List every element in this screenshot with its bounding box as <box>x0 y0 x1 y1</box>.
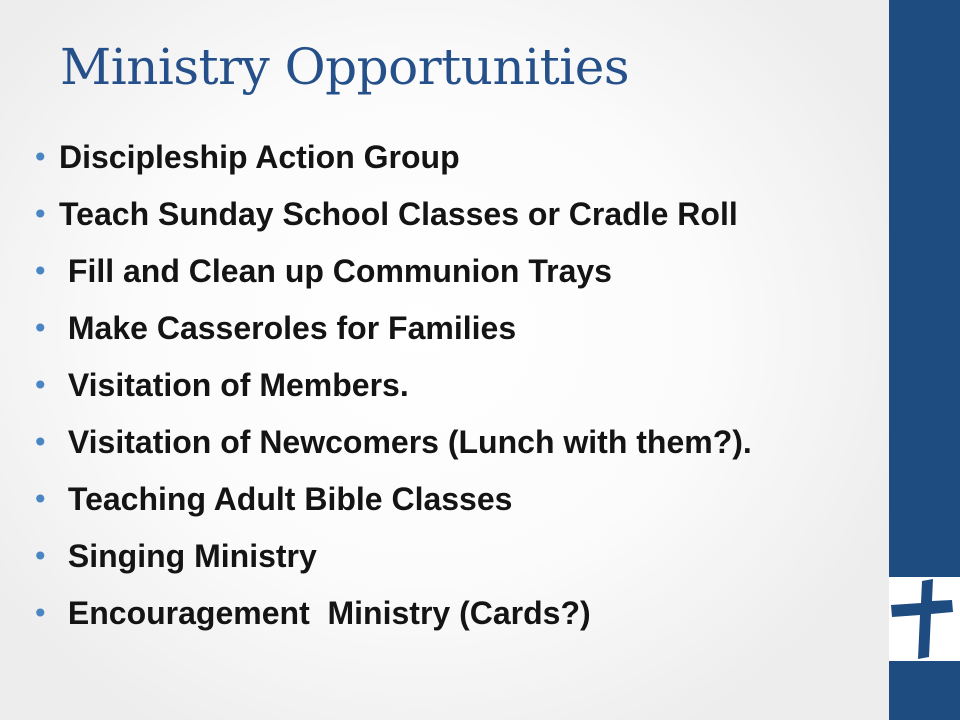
bullet-dot: • <box>32 198 49 231</box>
bullet-dot: • <box>32 312 49 345</box>
bullet-text: Make Casseroles for Families <box>59 310 517 346</box>
bullet-text: Fill and Clean up Communion Trays <box>59 253 612 289</box>
bullet-text: Discipleship Action Group <box>59 139 460 175</box>
bullet-dot: • <box>32 483 49 516</box>
bullet-dot: • <box>32 426 49 459</box>
bullet-item <box>32 535 852 578</box>
bullet-item <box>32 592 852 635</box>
bullet-item <box>32 250 852 293</box>
bullet-text: Visitation of Members. <box>59 367 409 403</box>
bullet-dot: • <box>32 540 49 573</box>
bullet-text: Singing Ministry <box>59 538 317 574</box>
cross-logo <box>889 577 960 661</box>
bullet-list <box>32 136 852 649</box>
bullet-dot: • <box>32 597 49 630</box>
bullet-item <box>32 136 852 179</box>
cross-icon <box>889 577 960 661</box>
bullet-text: Encouragement Ministry (Cards?) <box>59 595 591 631</box>
bullet-text: Teach Sunday School Classes or Cradle Roll <box>59 196 738 232</box>
bullet-item <box>32 478 852 521</box>
bullet-text: Teaching Adult Bible Classes <box>59 481 513 517</box>
bullet-dot: • <box>32 255 49 288</box>
slide-title: Ministry Opportunities <box>60 38 630 96</box>
bullet-item <box>32 364 852 407</box>
bullet-text: Visitation of Newcomers (Lunch with them?). <box>59 424 752 460</box>
bullet-item <box>32 421 852 464</box>
bullet-item <box>32 193 852 236</box>
bullet-item <box>32 307 852 350</box>
bullet-dot: • <box>32 369 49 402</box>
bullet-dot: • <box>32 141 49 174</box>
